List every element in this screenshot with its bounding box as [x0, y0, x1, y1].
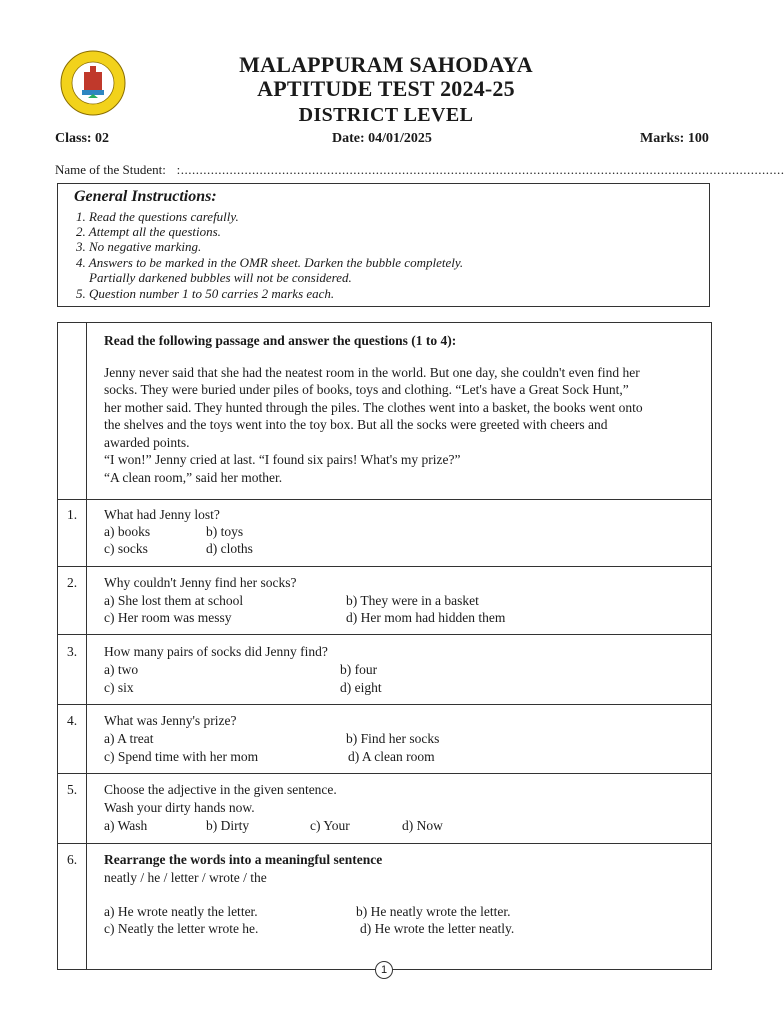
passage-line: socks. They were buried under piles of books, toys and clothing. “Let's have a Great Sock Hunt,”: [104, 382, 629, 397]
column-divider: [86, 323, 87, 969]
question-table: [57, 322, 712, 970]
row-divider: [58, 704, 711, 705]
option-d: d) A clean room: [348, 749, 435, 764]
student-name-label: Name of the Student:: [55, 162, 166, 177]
passage-line: the shelves and the toys went into the toy box. But all the socks were greeted with cheers and: [104, 417, 608, 432]
class-label: Class: 02: [55, 131, 110, 146]
question-number: 6.: [66, 852, 78, 867]
row-divider: [58, 634, 711, 635]
option-c: c) Spend time with her mom: [104, 749, 259, 764]
instruction-item: 4. Answers to be marked in the OMR sheet. Darken the bubble completely.: [76, 255, 464, 270]
passage-line: “A clean room,” said her mother.: [104, 470, 283, 485]
row-divider: [58, 566, 711, 567]
option-a: a) Wash: [104, 818, 148, 833]
row-divider: [58, 499, 711, 500]
instruction-item: 5. Question number 1 to 50 carries 2 marks each.: [76, 286, 335, 301]
option-d: d) Her mom had hidden them: [346, 610, 506, 625]
school-logo: [60, 50, 126, 116]
passage-line: Jenny never said that she had the neatest room in the world. But one day, she couldn't even find her: [104, 365, 640, 380]
option-b: b) Dirty: [206, 818, 250, 833]
marks-label: Marks: 100: [640, 131, 709, 146]
option-d: d) eight: [340, 680, 382, 695]
option-c: c) Neatly the letter wrote he.: [104, 921, 259, 936]
instruction-item-continued: Partially darkened bubbles will not be considered.: [89, 270, 352, 285]
option-a: a) A treat: [104, 731, 154, 746]
option-d: d) cloths: [206, 541, 253, 556]
option-a: a) He wrote neatly the letter.: [104, 904, 258, 919]
option-d: d) He wrote the letter neatly.: [360, 921, 515, 936]
option-a: a) two: [104, 662, 139, 677]
header-title-line1: MALAPPURAM SAHODAYA: [239, 52, 533, 77]
option-c: c) socks: [104, 541, 148, 556]
option-b: b) toys: [206, 524, 244, 539]
option-b: b) He neatly wrote the letter.: [356, 904, 511, 919]
row-divider: [58, 843, 711, 844]
header-title-line2: APTITUDE TEST 2024-25: [257, 76, 515, 101]
row-divider: [58, 773, 711, 774]
question-number: 4.: [66, 713, 78, 728]
question-text: What was Jenny's prize?: [104, 713, 237, 728]
option-b: b) Find her socks: [346, 731, 440, 746]
question-text: How many pairs of socks did Jenny find?: [104, 644, 328, 659]
question-text: Why couldn't Jenny find her socks?: [104, 575, 297, 590]
passage-line: awarded points.: [104, 435, 190, 450]
question-number: 1.: [66, 507, 78, 522]
instructions-heading: General Instructions:: [74, 188, 217, 205]
passage-line: her mother said. They hunted through the piles. The clothes went into a basket, the books went onto: [104, 400, 643, 415]
question-sentence: Wash your dirty hands now.: [104, 800, 255, 815]
question-text: What had Jenny lost?: [104, 507, 220, 522]
passage-heading: Read the following passage and answer the questions (1 to 4):: [104, 333, 457, 348]
question-number: 3.: [66, 644, 78, 659]
option-a: a) She lost them at school: [104, 593, 244, 608]
option-a: a) books: [104, 524, 151, 539]
question-text: Choose the adjective in the given sentence.: [104, 782, 337, 797]
instruction-item: 1. Read the questions carefully.: [76, 209, 239, 224]
student-name-field[interactable]: :.................................................................................................................................................................: [169, 162, 784, 177]
instruction-item: 2. Attempt all the questions.: [76, 224, 221, 239]
option-b: b) four: [340, 662, 378, 677]
instruction-item: 3. No negative marking.: [76, 239, 202, 254]
option-d: d) Now: [402, 818, 443, 833]
option-b: b) They were in a basket: [346, 593, 479, 608]
option-c: c) Your: [310, 818, 350, 833]
option-c: c) six: [104, 680, 134, 695]
general-instructions-box: [57, 183, 710, 307]
student-name-line: [55, 162, 784, 178]
question-text: Rearrange the words into a meaningful sentence: [104, 852, 383, 867]
option-c: c) Her room was messy: [104, 610, 232, 625]
passage-line: “I won!” Jenny cried at last. “I found six pairs! What's my prize?”: [104, 452, 461, 467]
date-label: Date: 04/01/2025: [332, 131, 432, 146]
question-number: 5.: [66, 782, 78, 797]
header-level: DISTRICT LEVEL: [298, 104, 474, 126]
question-words: neatly / he / letter / wrote / the: [104, 870, 267, 885]
question-number: 2.: [66, 575, 78, 590]
page-number: 1: [375, 961, 393, 979]
